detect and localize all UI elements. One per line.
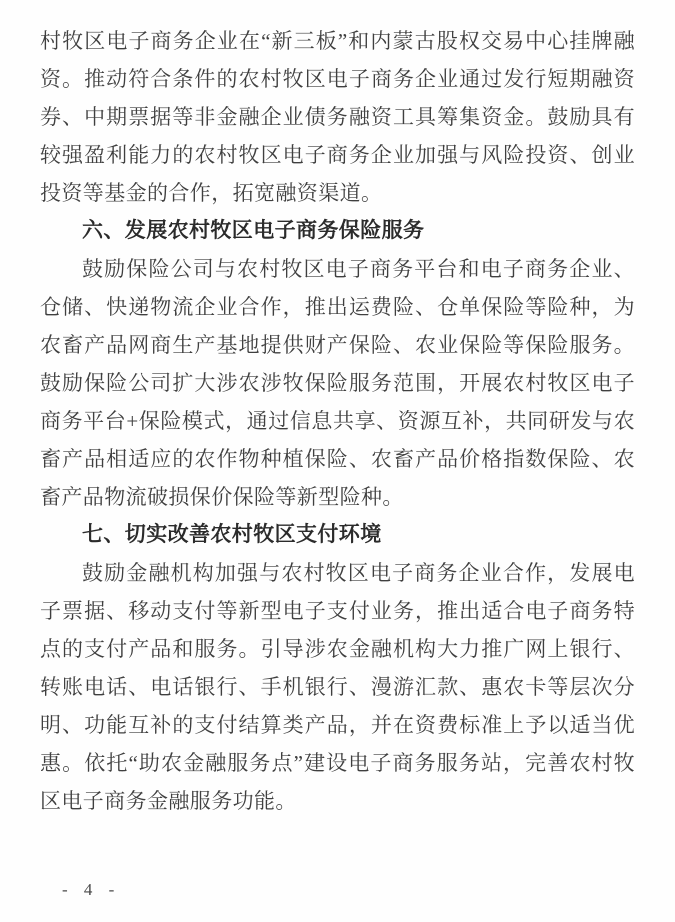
paragraph-financing-continued: 村牧区电子商务企业在“新三板”和内蒙古股权交易中心挂牌融资。推动符合条件的农村牧区电子商务企业通过发行短期融资券、中期票据等非金融企业债务融资工具筹集资金。鼓励具有较强盈利能力的农村牧区电子商务企业加强与风险投资、创业投资等基金的合作，拓宽融资渠道。 <box>40 29 635 205</box>
paragraph-insurance-services: 鼓励保险公司与农村牧区电子商务平台和电子商务企业、仓储、快递物流企业合作，推出运费险、仓单保险等险种，为农畜产品网商生产基地提供财产保险、农业保险等保险服务。鼓励保险公司扩大涉农涉牧保险服务范围，开展农村牧区电子商务平台+保险模式，通过信息共享、资源互补，共同研发与农畜产品相适应的农作物种植保险、农畜产品价格指数保险、农畜产品物流破损保价保险等新型险种。 <box>40 257 635 509</box>
section-heading-6-insurance-services: 六、发展农村牧区电子商务保险服务 <box>82 219 425 242</box>
section-heading-7-payment-environment: 七、切实改善农村牧区支付环境 <box>82 523 382 546</box>
paragraph-payment-environment: 鼓励金融机构加强与农村牧区电子商务企业合作，发展电子票据、移动支付等新型电子支付业务，推出适合电子商务特点的支付产品和服务。引导涉农金融机构大力推广网上银行、转账电话、电话银行、手机银行、漫游汇款、惠农卡等层次分明、功能互补的支付结算类产品，并在资费标准上予以适当优惠。依托“助农金融服务点”建设电子商务服务站，完善农村牧区电子商务金融服务功能。 <box>40 561 635 813</box>
page-number: - 4 - <box>62 880 121 899</box>
